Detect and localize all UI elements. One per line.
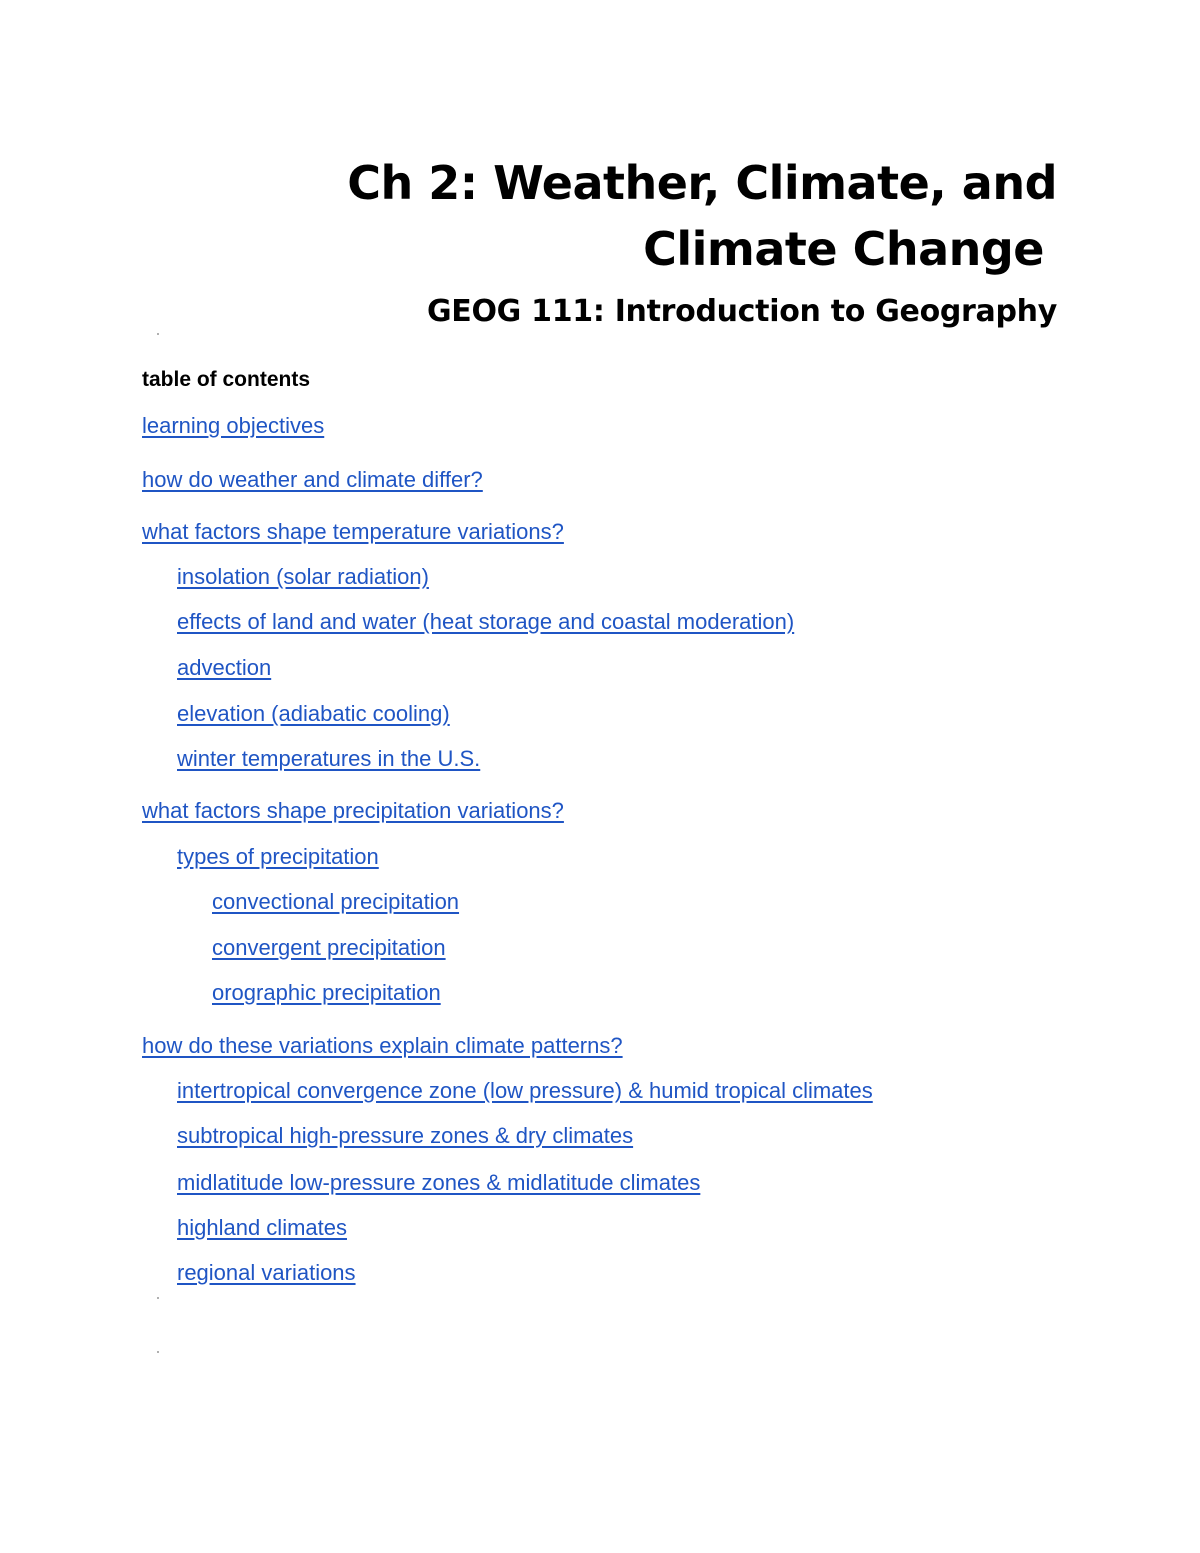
- toc-link-orographic-precipitation[interactable]: orographic precipitation: [212, 980, 441, 1005]
- toc-link-land-and-water[interactable]: effects of land and water (heat storage and coastal moderation): [177, 609, 795, 634]
- toc-link-types-of-precipitation[interactable]: types of precipitation: [177, 844, 379, 869]
- toc-link-elevation[interactable]: elevation (adiabatic cooling): [177, 701, 450, 726]
- toc-link-advection[interactable]: advection: [177, 655, 272, 680]
- course-subtitle: GEOG 111: Introduction to Geography: [426, 294, 1057, 329]
- toc-link-convergent-precipitation[interactable]: convergent precipitation: [212, 935, 446, 960]
- toc-link-subtropical-dry[interactable]: subtropical high-pressure zones & dry climates: [177, 1123, 634, 1148]
- toc-link-winter-temperatures[interactable]: winter temperatures in the U.S.: [177, 746, 481, 771]
- toc-link-insolation[interactable]: insolation (solar radiation): [177, 564, 429, 589]
- document-title: [157, 150, 1057, 282]
- title-line-2: Climate Change: [643, 222, 1044, 276]
- paragraph-mark: [157, 1351, 159, 1353]
- paragraph-mark: [157, 1297, 159, 1299]
- toc-link-temperature-variations[interactable]: what factors shape temperature variations?: [142, 519, 564, 544]
- toc-link-itcz-humid-tropical[interactable]: intertropical convergence zone (low pressure) & humid tropical climates: [177, 1078, 873, 1103]
- toc-link-highland-climates[interactable]: highland climates: [177, 1215, 347, 1240]
- toc-link-climate-patterns[interactable]: how do these variations explain climate patterns?: [142, 1033, 623, 1058]
- toc-link-weather-climate-differ[interactable]: how do weather and climate differ?: [142, 467, 483, 492]
- toc-link-learning-objectives[interactable]: learning objectives: [142, 413, 325, 438]
- toc-link-precipitation-variations[interactable]: what factors shape precipitation variations?: [142, 798, 564, 823]
- toc-link-midlatitude[interactable]: midlatitude low-pressure zones & midlatitude climates: [177, 1170, 701, 1195]
- toc-link-convectional-precipitation[interactable]: convectional precipitation: [212, 889, 460, 914]
- paragraph-mark: [157, 333, 159, 335]
- toc-heading: table of contents: [142, 368, 311, 391]
- title-line-1: Ch 2: Weather, Climate, and: [347, 156, 1057, 210]
- toc-link-regional-variations[interactable]: regional variations: [177, 1260, 356, 1285]
